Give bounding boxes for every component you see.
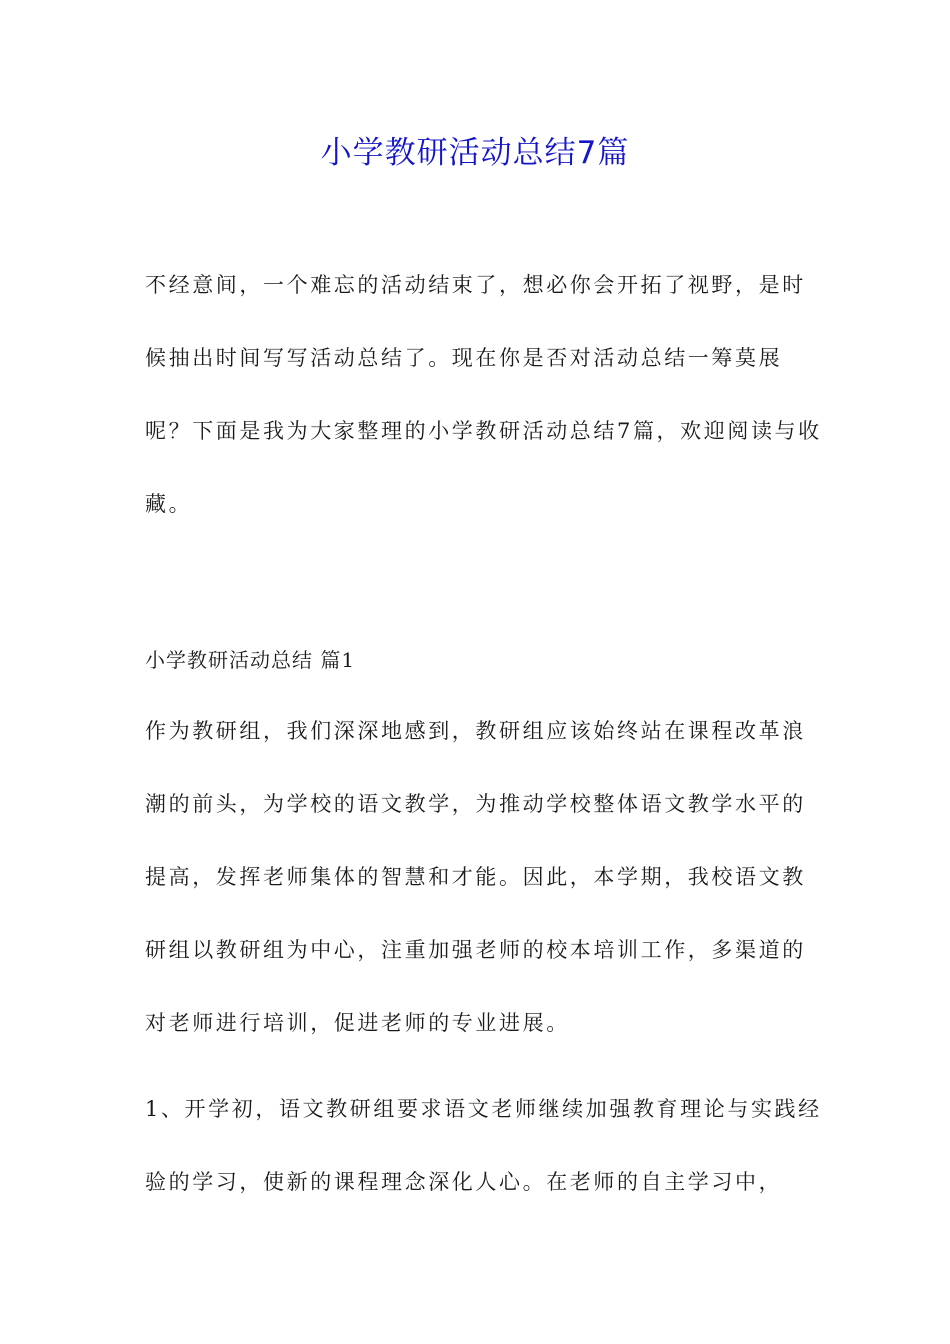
body-paragraph: 1、开学初，语文教研组要求语文老师继续加强教育理论与实践经验的学习，使新的课程理念深化人心。在老师的自主学习中， [145,1097,822,1194]
section-heading: 小学教研活动总结 篇1 [145,648,356,672]
body-paragraph: 作为教研组，我们深深地感到，教研组应该始终站在课程改革浪潮的前头，为学校的语文教学，为推动学校整体语文教学水平的提高，发挥老师集体的智慧和才能。因此，本学期，我校语文教研组以教研组为中心，注重加强老师的校本培训工作，多渠道的对老师进行培训，促进老师的专业进展。 [145,719,806,1035]
intro-paragraph: 不经意间，一个难忘的活动结束了，想必你会开拓了视野，是时候抽出时间写写活动总结了。现在你是否对活动总结一筹莫展呢？下面是我为大家整理的小学教研活动总结7篇，欢迎阅读与收藏。 [145,273,822,516]
document-title: 小学教研活动总结7篇 [320,135,630,171]
